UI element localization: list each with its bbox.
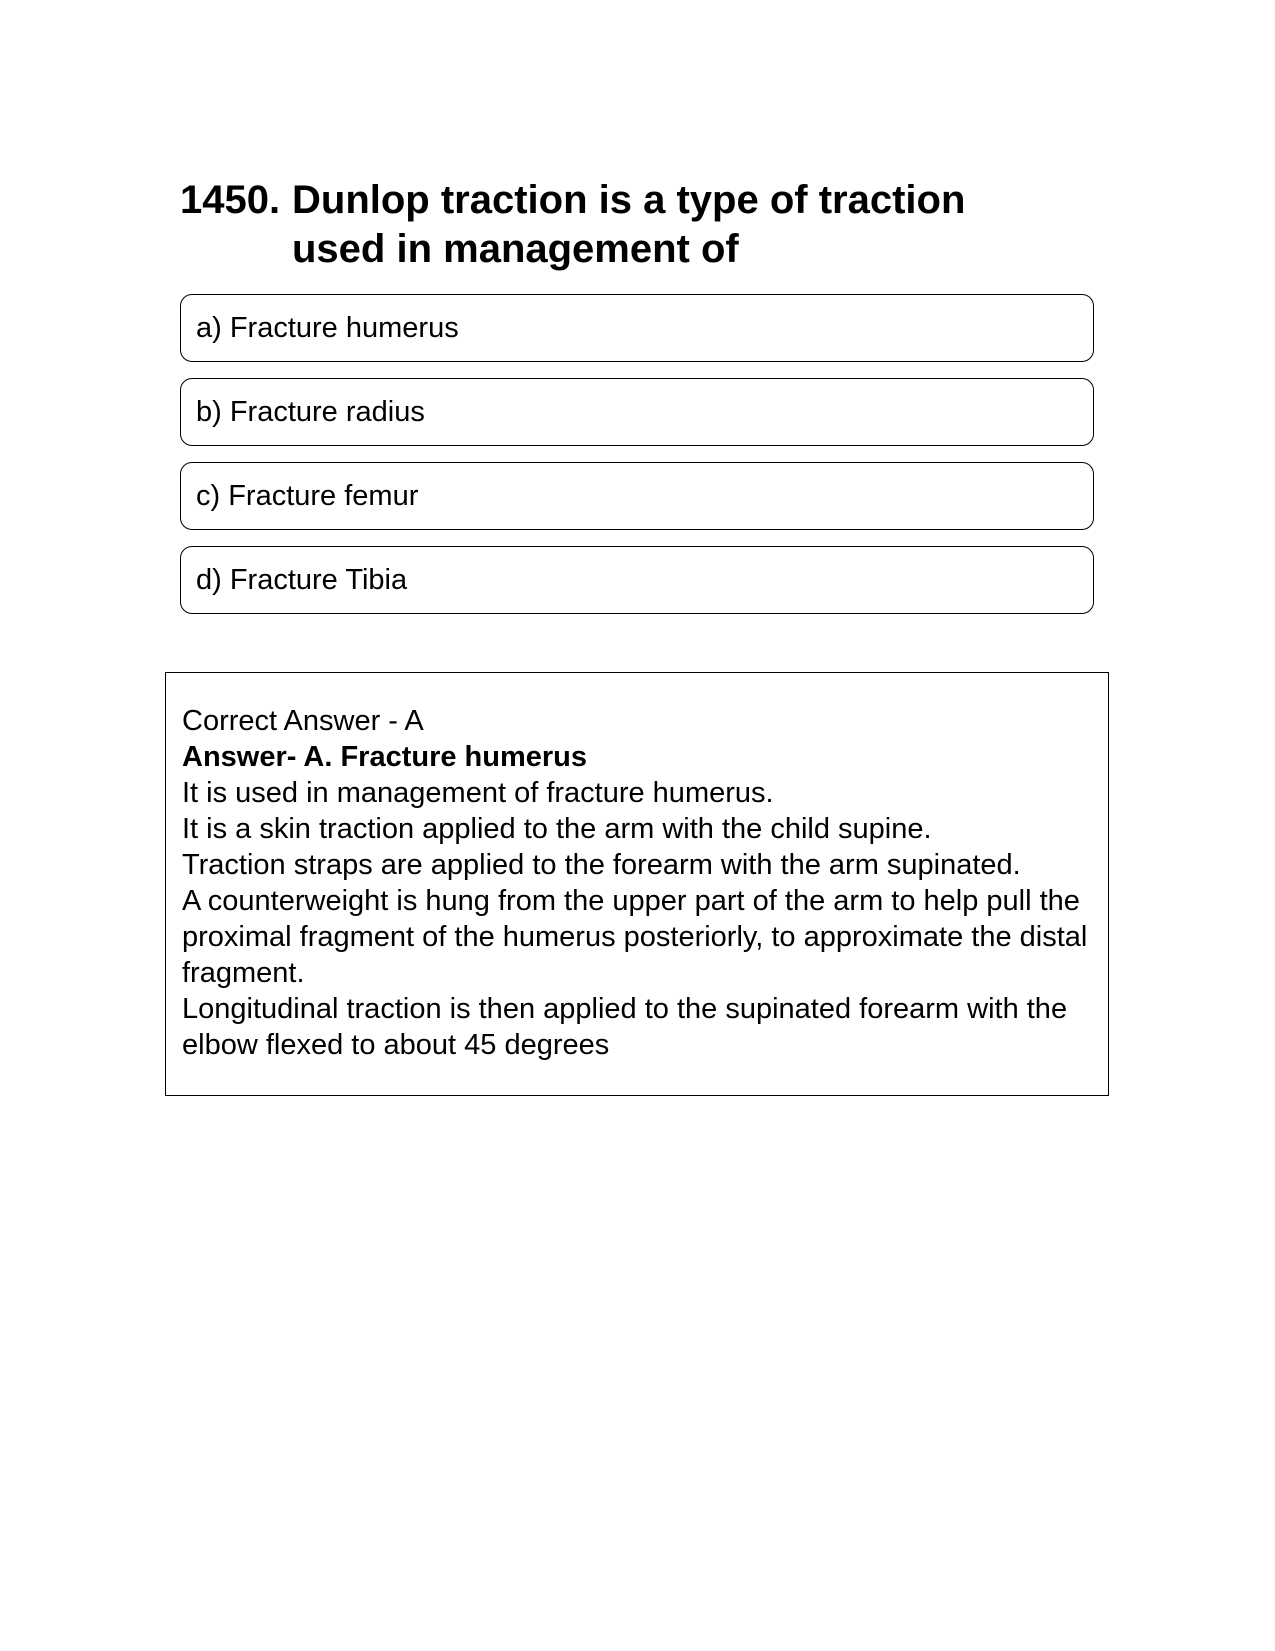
explanation-line: Traction straps are applied to the forearm with the arm supinated. <box>182 849 1021 881</box>
option-d[interactable]: d) Fracture Tibia <box>180 546 1094 614</box>
question-text: Dunlop traction is a type of traction used in management of <box>292 178 966 271</box>
explanation-line: It is a skin traction applied to the arm with the child supine. <box>182 813 932 845</box>
correct-answer-line: Correct Answer - A <box>182 705 424 737</box>
question-heading <box>180 176 1080 274</box>
answer-explanation-box <box>165 672 1109 1096</box>
answer-heading: Answer- A. Fracture humerus <box>182 741 588 773</box>
options-list <box>180 294 1094 630</box>
explanation-line: It is used in management of fracture humerus. <box>182 777 774 809</box>
explanation-line: Longitudinal traction is then applied to the supinated forearm with the elbow flexed to about 45 degrees <box>182 993 1068 1061</box>
option-c[interactable]: c) Fracture femur <box>180 462 1094 530</box>
option-a[interactable]: a) Fracture humerus <box>180 294 1094 362</box>
option-b[interactable]: b) Fracture radius <box>180 378 1094 446</box>
explanation-line: A counterweight is hung from the upper part of the arm to help pull the proximal fragment of the humerus posteriorly, to approximate the distal fragment. <box>182 885 1088 989</box>
question-number: 1450. <box>180 178 281 222</box>
